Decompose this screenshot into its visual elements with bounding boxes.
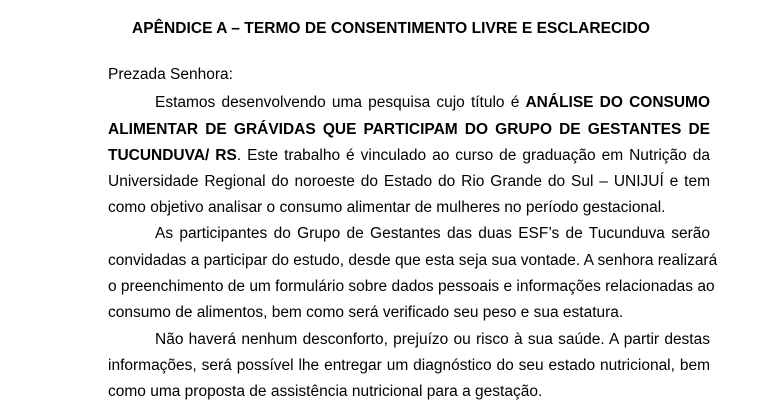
paragraph-3-line-1: Não haverá nenhum desconforto, prejuízo ou risco à sua saúde. A partir destas (155, 331, 710, 348)
document-title: APÊNDICE A – TERMO DE CONSENTIMENTO LIVRE E ESCLARECIDO (131, 20, 651, 37)
study-title-bold: TUCUNDUVA/ RS (108, 147, 237, 164)
paragraph-1-line-2 (108, 120, 710, 140)
paragraph-text: Estamos desenvolvendo uma pesquisa cujo título é (155, 94, 526, 111)
paragraph-1-line-4: Universidade Regional do noroeste do Estado do Rio Grande do Sul – UNIJUÍ e tem (108, 173, 710, 190)
paragraph-3-line-2: informações, será possível lhe entregar um diagnóstico do seu estado nutricional, bem (108, 357, 710, 374)
paragraph-3-line-3: como uma proposta de assistência nutricional para a gestação. (108, 383, 543, 400)
paragraph-1-line-3 (108, 146, 710, 166)
paragraph-2-line-1: As participantes do Grupo de Gestantes das duas ESF’s de Tucunduva serão (155, 225, 710, 242)
paragraph-2-line-4: consumo de alimentos, bem como será verificado seu peso e sua estatura. (108, 304, 624, 321)
salutation: Prezada Senhora: (108, 66, 233, 83)
study-title-bold: ANÁLISE DO CONSUMO (525, 94, 711, 111)
paragraph-1-line-5: como objetivo analisar o consumo alimentar de mulheres no período gestacional. (108, 199, 666, 216)
paragraph-2-line-2: convidadas a participar do estudo, desde que esta seja sua vontade. A senhora realizará (108, 252, 718, 269)
paragraph-2-line-3: o preenchimento de um formulário sobre dados pessoais e informações relacionadas ao (108, 278, 715, 295)
study-title-bold: ALIMENTAR DE GRÁVIDAS QUE PARTICIPAM DO GRUPO DE GESTANTES DE (108, 121, 710, 138)
paragraph-text: . Este trabalho é vinculado ao curso de graduação em Nutrição da (236, 147, 711, 164)
paragraph-1-line-1 (155, 93, 710, 113)
